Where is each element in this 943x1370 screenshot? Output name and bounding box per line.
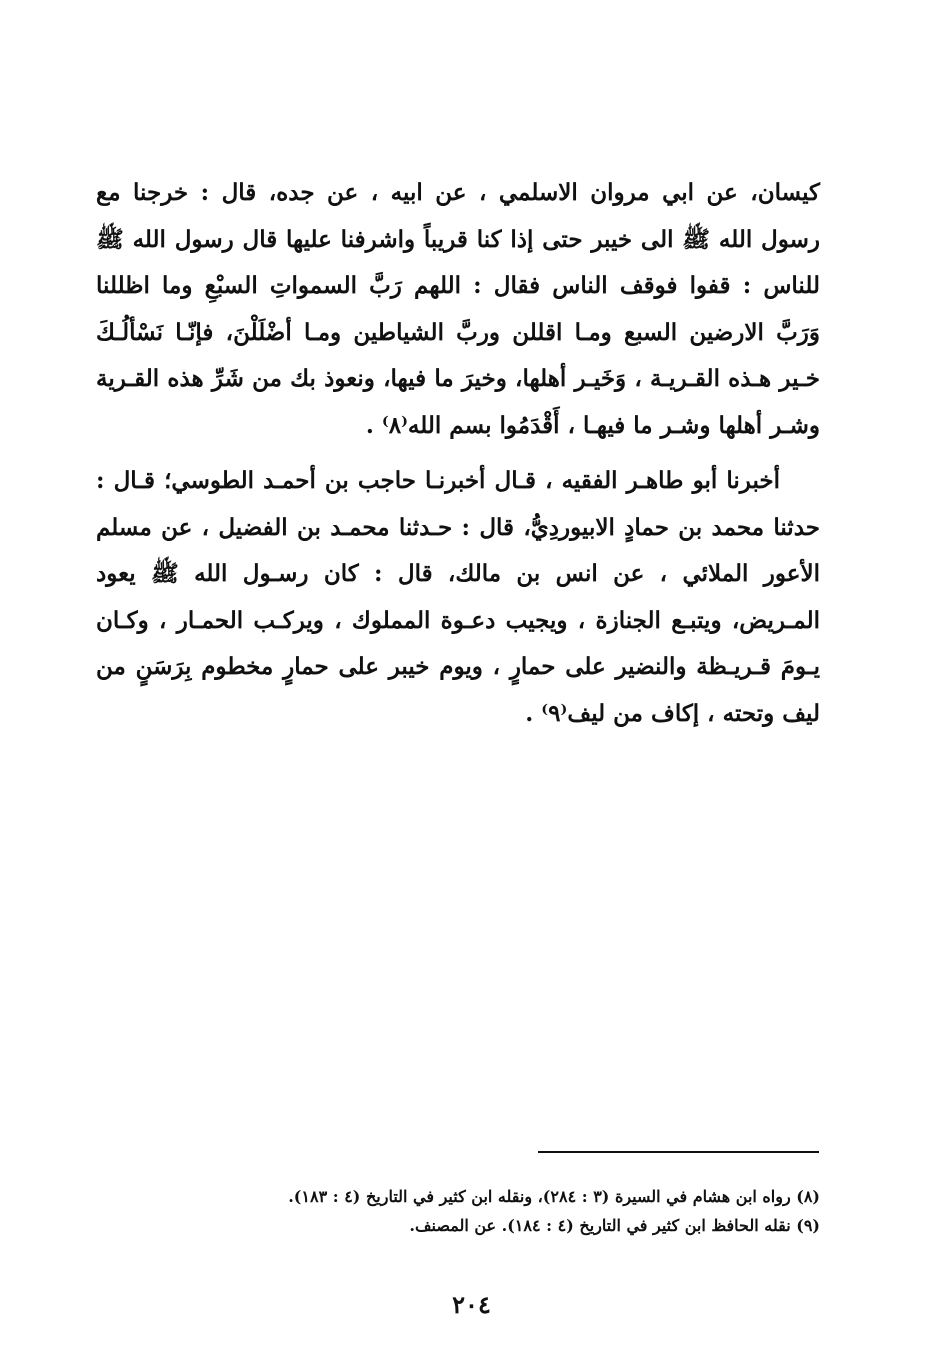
footnotes [96, 1182, 820, 1240]
footnote-divider [538, 1151, 819, 1153]
body-paragraph-1: كيسان، عن ابي مروان الاسلمي ، عن ابيه ، عن جده، قال : خرجنا مع رسول الله ﷺ الى خيبر حتى إذا كنا قريباً واشرفنا عليها قال رسول الله ﷺ للناس : قفوا فوقف الناس فقال : اللهم رَبَّ السمواتِ السبْعِ وما اظللنا وَرَبَّ الارضين السبع ومـا اقللن وربَّ الشياطين ومـا أضْلَلْنَ، فإنّـا نَسْألُـكَ خـير هـذه القـريـة ، وَخَيـر أهلها، وخيرَ ما فيها، ونعوذ بك من شَرِّ هذه القـرية وشـر أهلها وشـر ما فيهـا ، أَقْدَمُوا بسم الله⁽٨⁾ . [96, 179, 820, 439]
footnote-8: (٨) رواه ابن هشام في السيرة (٣ : ٢٨٤)، ونقله ابن كثير في التاريخ (٤ : ١٨٣). [288, 1187, 820, 1206]
page-number: ٢٠٤ [452, 1290, 491, 1319]
footnote-9: (٩) نقله الحافظ ابن كثير في التاريخ (٤ : ١٨٤). عن المصنف. [409, 1216, 820, 1235]
body-paragraph-2: أخبرنا أبو طاهـر الفقيه ، قـال أخبرنـا حاجب بن أحمـد الطوسي؛ قـال : حدثنا محمد بن حمادٍ الابيوردِيُّ، قال : حـدثنا محمـد بن الفضيل ، عن مسلم الأعور الملائي ، عن انس بن مالك، قال : كان رسـول الله ﷺ يعود المـريض، ويتبـع الجنازة ، ويجيب دعـوة المملوك ، ويركـب الحمـار ، وكـان يـومَ قـريـظة والنضير على حمارٍ ، ويوم خيبر على حمارٍ مخطوم بِرَسَنٍ من ليف وتحته ، إكاف من ليف⁽٩⁾ . [96, 467, 820, 727]
